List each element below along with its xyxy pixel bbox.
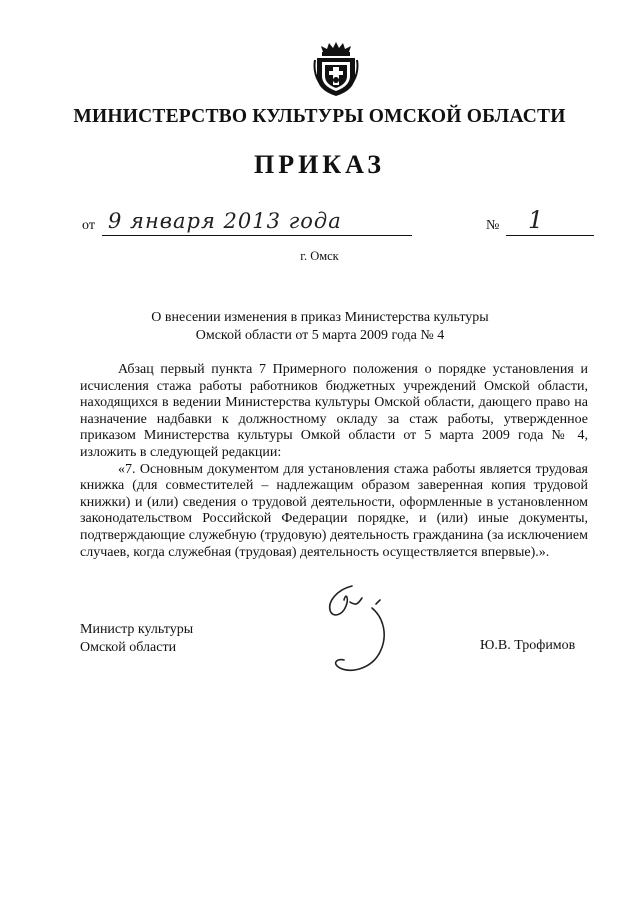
signatory-position [80, 621, 193, 657]
handwritten-date: 9 января 2013 года [108, 209, 342, 233]
city: г. Омск [300, 249, 339, 263]
subject-line-1: О внесении изменения в приказ Министерства культуры [151, 310, 489, 325]
handwritten-signature [322, 578, 394, 676]
position-line-1: Министр культуры [80, 622, 194, 637]
ministry-title: МИНИСТЕРСТВО КУЛЬТУРЫ ОМСКОЙ ОБЛАСТИ [73, 106, 566, 127]
date-number-row [82, 206, 602, 242]
subject-line-2: Омской области от 5 марта 2009 года № 4 [195, 328, 445, 343]
coat-of-arms-icon [313, 38, 359, 98]
date-underline [102, 235, 412, 236]
order-subject [130, 309, 510, 345]
document-type: ПРИКАЗ [253, 150, 386, 179]
order-body [80, 362, 588, 561]
body-paragraph-1: Абзац первый пункта 7 Примерного положения о порядке установления и исчисления стажа работы работников бюджетных учреждений Омской области, находящихся в ведении Министерства культуры Омской области, дающего право на назначение надбавки к должностному окладу за стаж работы, утвержденное приказом Министерства культуры Омкой области от 5 марта 2009 года № 4, изложить в следующей редакции: [80, 362, 588, 460]
handwritten-number: 1 [528, 206, 544, 234]
signatory-name: Ю.В. Трофимов [480, 638, 576, 653]
body-paragraph-2: «7. Основным документом для установления стажа работы является трудовая книжка (для совместителей – надлежащим образом заверенная копия трудовой книжки) и (или) сведения о трудовой деятельности, оформленные в установленном законодательством Российской Федерации порядке, и (или) иные документы, подтверждающие служебную (трудовую) деятельность гражданина (за исключением случаев, когда служебная (трудовая) деятельность осуществляется впервые).». [80, 461, 588, 560]
position-line-2: Омской области [80, 640, 177, 655]
number-prefix: № [486, 218, 500, 233]
number-underline [506, 235, 594, 236]
date-prefix: от [82, 218, 95, 233]
